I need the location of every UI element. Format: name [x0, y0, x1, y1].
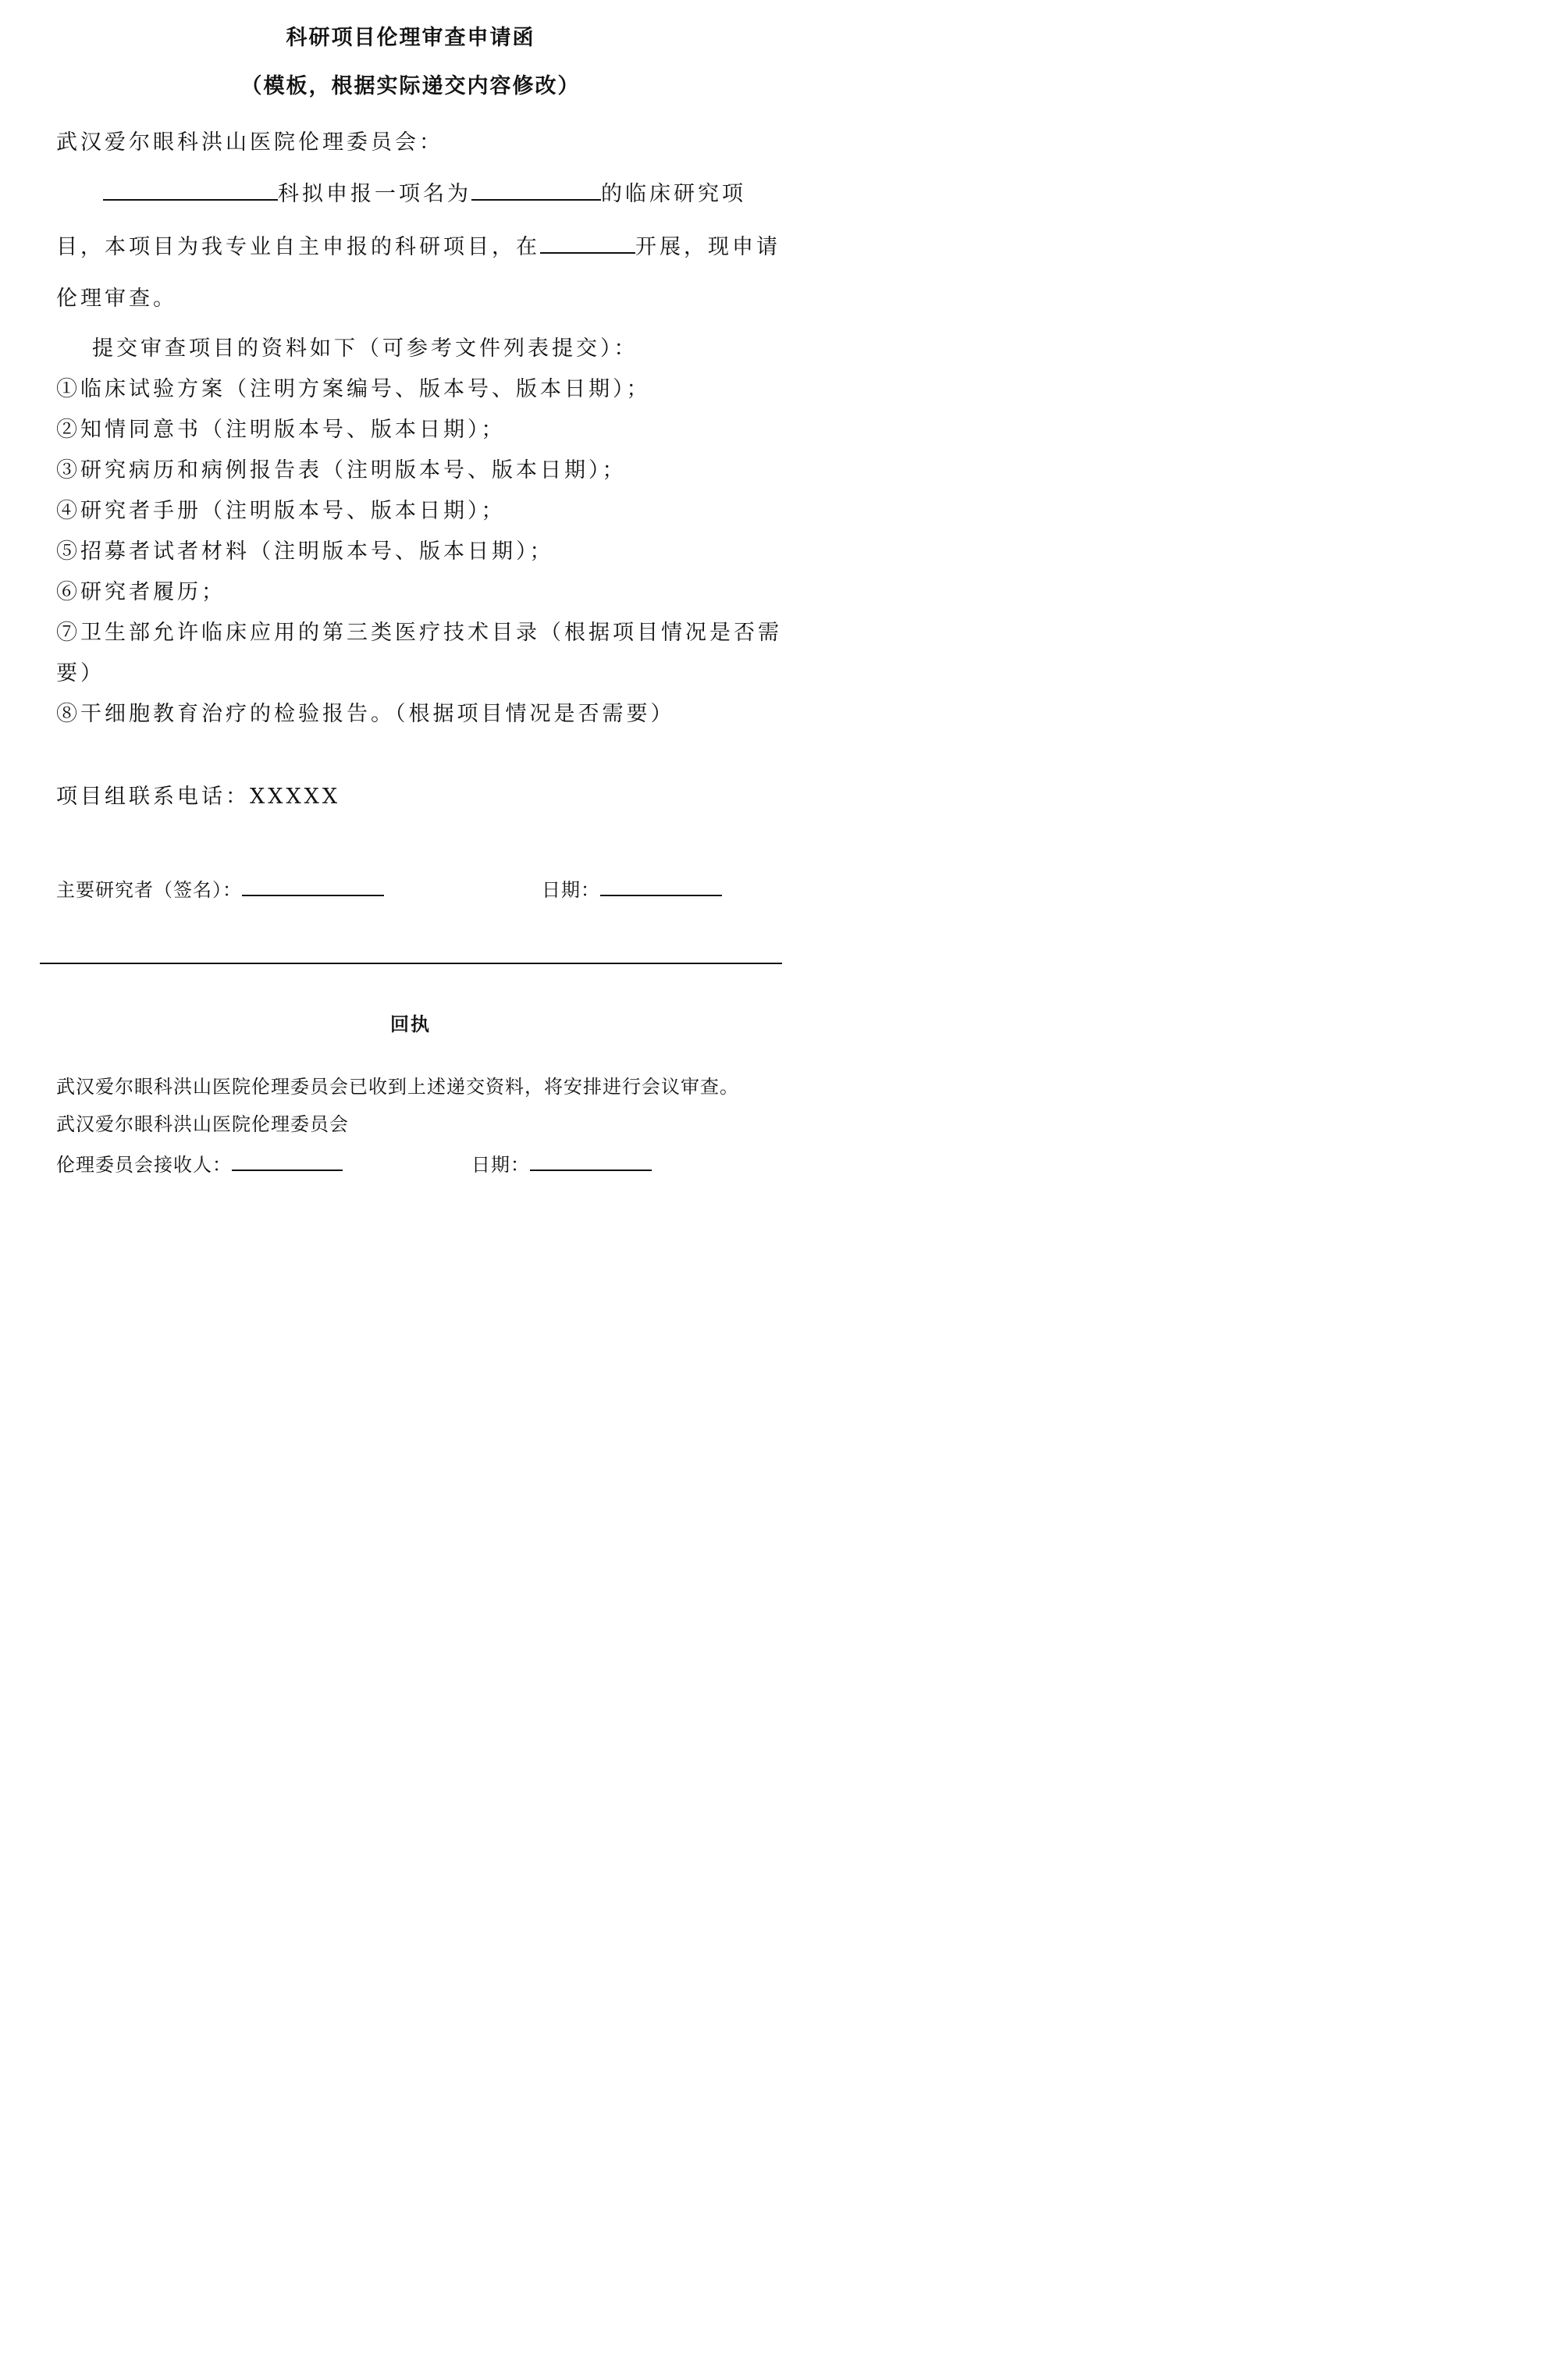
- material-item: ⑧干细胞教育治疗的检验报告。（根据项目情况是否需要）: [56, 702, 675, 726]
- receiver: [56, 1149, 343, 1177]
- receipt-date-blank[interactable]: [530, 1151, 652, 1171]
- para-text-3: 目，本项目为我专业自主申报的科研项目，在: [56, 235, 540, 259]
- material-item: 要）: [56, 661, 105, 685]
- receipt-date-label: 日期：: [471, 1154, 530, 1176]
- para-text-4: 开展，现申请: [635, 235, 780, 259]
- contact-phone: 项目组联系电话：XXXXX: [56, 785, 341, 809]
- receipt-heading: 回执: [390, 1013, 431, 1035]
- document-subtitle: （模板，根据实际递交内容修改）: [240, 74, 581, 98]
- para-text-1: 科拟申报一项名为: [278, 182, 471, 206]
- document-title: 科研项目伦理审查申请函: [286, 26, 535, 50]
- receipt-line-2: 武汉爱尔眼科洪山医院伦理委员会: [56, 1113, 349, 1135]
- material-item: ③研究病历和病例报告表（注明版本号、版本日期）；: [56, 458, 627, 482]
- receipt-date: [471, 1149, 652, 1177]
- receipt-line-1: 武汉爱尔眼科洪山医院伦理委员会已收到上述递交资料，将安排进行会议审查。: [56, 1076, 739, 1098]
- paragraph-line-2: [56, 230, 780, 260]
- pi-date-label: 日期：: [542, 879, 600, 901]
- para-text-2: 的临床研究项: [601, 182, 746, 206]
- pi-signature-blank[interactable]: [242, 876, 384, 896]
- receiver-blank[interactable]: [232, 1151, 343, 1171]
- addressee: 武汉爱尔眼科洪山医院伦理委员会：: [56, 130, 443, 155]
- pi-signature: [56, 874, 384, 902]
- project-name-blank[interactable]: [471, 180, 601, 201]
- pi-date-blank[interactable]: [600, 876, 722, 896]
- material-item: ④研究者手册（注明版本号、版本日期）；: [56, 499, 506, 523]
- material-item: ⑥研究者履历；: [56, 580, 226, 604]
- material-item: ①临床试验方案（注明方案编号、版本号、版本日期）；: [56, 377, 651, 401]
- divider-line: [40, 963, 782, 964]
- receiver-label: 伦理委员会接收人：: [56, 1154, 232, 1176]
- pi-signature-label: 主要研究者（签名）：: [56, 879, 242, 901]
- materials-intro: 提交审查项目的资料如下（可参考文件列表提交）：: [92, 336, 638, 361]
- material-item: ⑤招募者试者材料（注明版本号、版本日期）；: [56, 539, 554, 564]
- paragraph-line-3: 伦理审查。: [56, 287, 177, 311]
- pi-date: [542, 874, 722, 902]
- department-blank[interactable]: [103, 180, 278, 201]
- paragraph-line-1: [103, 176, 746, 207]
- material-item: ②知情同意书（注明版本号、版本日期）；: [56, 418, 506, 442]
- location-blank[interactable]: [540, 233, 635, 254]
- material-item: ⑦卫生部允许临床应用的第三类医疗技术目录（根据项目情况是否需: [56, 621, 782, 645]
